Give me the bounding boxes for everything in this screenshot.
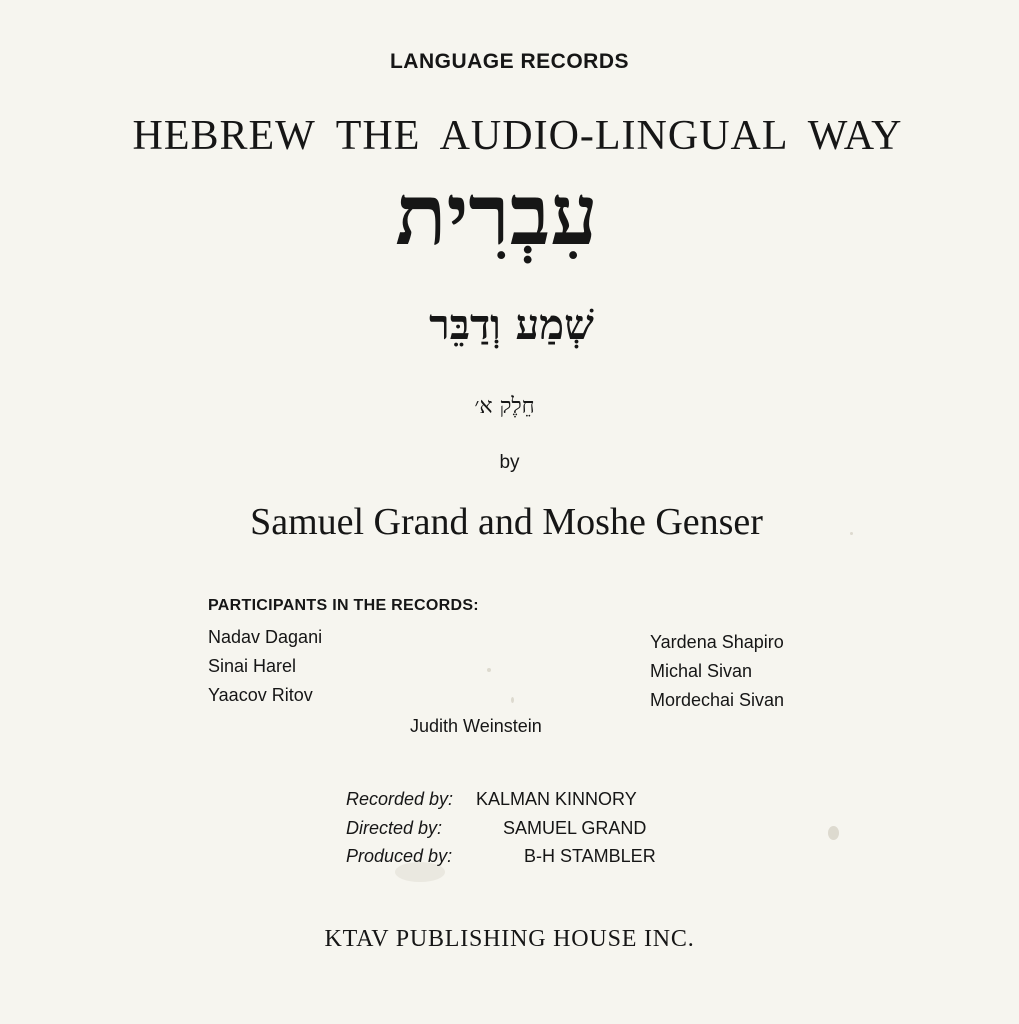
authors: Samuel Grand and Moshe Genser [250, 501, 763, 543]
participant-name: Judith Weinstein [410, 716, 542, 736]
publisher: KTAV PUBLISHING HOUSE INC. [324, 926, 695, 952]
credit-label: Produced by: [346, 846, 453, 866]
paper-speck [511, 697, 514, 703]
participant-name: Mordechai Sivan [650, 690, 785, 710]
participants-heading: PARTICIPANTS IN THE RECORDS: [208, 597, 479, 614]
album-title: HEBREW THE AUDIO-LINGUAL WAY [132, 113, 903, 159]
paper-speck [487, 668, 491, 672]
participant-name: Sinai Harel [208, 656, 297, 676]
hebrew-part-label: חֵלֶק א׳ [474, 394, 535, 419]
by-label: by [499, 452, 520, 473]
credit-value: B-H STAMBLER [524, 846, 656, 866]
hebrew-subtitle: שְׁמַע וְדַבֵּר [429, 300, 594, 349]
credit-value: SAMUEL GRAND [503, 818, 647, 838]
series-label: LANGUAGE RECORDS [389, 50, 629, 73]
paper-speck [828, 826, 839, 840]
credit-label: Recorded by: [346, 789, 454, 809]
hebrew-title: עִבְרִית [395, 165, 598, 264]
participant-name: Yardena Shapiro [650, 632, 784, 652]
credit-label: Directed by: [346, 818, 443, 838]
participant-name: Yaacov Ritov [208, 685, 313, 705]
credit-value: KALMAN KINNORY [476, 789, 637, 809]
participant-name: Michal Sivan [650, 661, 753, 681]
participant-name: Nadav Dagani [208, 627, 323, 647]
